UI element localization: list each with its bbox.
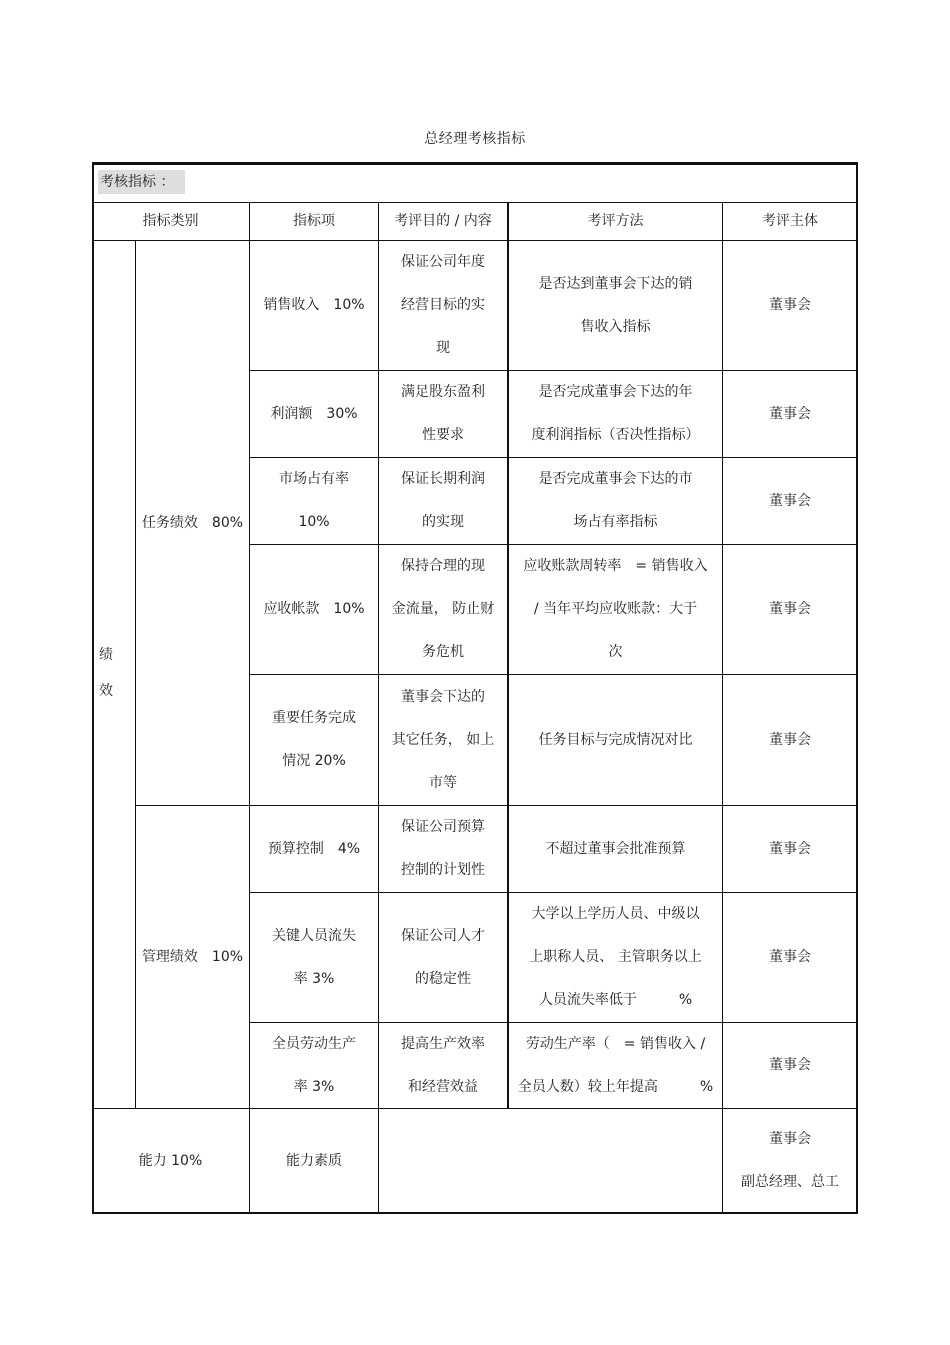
text-line: 的实现 [422,514,464,530]
item-cell: 销售收入 10% [263,297,365,313]
text-line: 全员人数）较上年提高 % [517,1078,714,1095]
item-cell: 能力素质 [286,1152,342,1169]
subject-cell: 董事会 副总经理、总工 [741,1131,839,1190]
header-category: 指标类别 [142,213,199,229]
text-line: 的稳定性 [415,970,471,987]
item-cell: 重要任务完成 情况 20% [272,710,356,769]
text-line: 上职称人员、 主管职务以上 [529,949,702,965]
header-purpose: 考评目的 / 内容 [394,213,492,229]
text-line: 售收入指标 [580,318,651,335]
text-line: 任务目标与完成情况对比 [538,731,693,748]
text-line: 保证公司人才 [401,927,485,944]
text-line: 次 [608,644,623,660]
page-title: 总经理考核指标 [424,131,526,147]
subject-cell: 董事会 [769,492,811,509]
method-cell [509,1023,722,1108]
header-subject: 考评主体 [762,213,818,229]
text-line: 是否达到董事会下达的销 [538,275,693,292]
text-line: 市等 [429,774,457,791]
text-line: 劳动生产率（ = 销售收入 / [525,1035,706,1052]
text-line: 务危机 [422,644,464,660]
text-line: 保证公司预算 [401,819,485,835]
purpose-cell [379,675,507,805]
text-line: 保持合理的现 [401,558,485,574]
subject-cell: 董事会 [769,1057,811,1073]
method-cell [509,371,722,457]
header-method: 考评方法 [587,213,644,229]
text-line: 现 [436,340,450,356]
text-line: 性要求 [422,427,464,443]
header-item: 指标项 [293,213,335,229]
text-line: / 当年平均应收账款：大于 [533,601,698,617]
text-line: 经营目标的实 [401,297,485,313]
category-management: 管理绩效 10% [141,948,244,965]
table-label: 考核指标 ： [98,170,185,194]
text-line: 董事会下达的 [401,688,485,705]
method-cell [509,675,722,805]
method-cell [509,241,722,370]
subject-cell: 董事会 [769,297,811,313]
item-cell: 市场占有率 10% [279,471,349,530]
item-cell: 应收帐款 10% [263,601,365,617]
method-cell [509,806,722,892]
text-line: 其它任务， 如上 [391,731,495,748]
purpose-cell [379,1023,507,1108]
text-line: 场占有率指标 [573,514,658,530]
text-line: 控制的计划性 [401,862,485,878]
category-ability: 能力 10% [138,1152,203,1169]
item-cell: 预算控制 4% [267,840,361,857]
text-line: 大学以上学历人员、中级以 [531,906,700,922]
purpose-cell [379,458,507,544]
item-cell: 利润额 30% [270,405,358,422]
purpose-cell [379,241,507,370]
item-cell: 全员劳动生产 率 3% [272,1035,356,1095]
text-line: 是否完成董事会下达的年 [538,384,693,400]
subject-cell: 董事会 [769,405,811,422]
purpose-cell [379,545,507,674]
purpose-cell [379,806,507,892]
group-label-char: 效 [99,683,113,699]
text-line: 提高生产效率 [401,1035,485,1052]
text-line: 不超过董事会批准预算 [545,840,686,857]
text-line: 人员流失率低于 % [538,992,693,1008]
method-cell [509,458,722,544]
text-line: 满足股东盈利 [401,384,485,400]
subject-cell: 董事会 [769,949,811,965]
text-line: 保证公司年度 [401,254,485,270]
method-cell [509,893,722,1022]
text-line: 保证长期利润 [401,471,485,487]
text-line: 金流量， 防止财 [391,601,495,617]
text-line: 应收账款周转率 = 销售收入 [523,558,708,574]
subject-cell: 董事会 [769,840,811,857]
text-line: 度利润指标（否决性指标） [531,427,700,443]
purpose-cell [379,893,507,1022]
item-cell: 关键人员流失 率 3% [272,927,356,987]
text-line: 和经营效益 [408,1078,478,1095]
category-task: 任务绩效 80% [141,514,244,531]
purpose-cell [379,371,507,457]
group-label [92,637,120,709]
text-line: 是否完成董事会下达的市 [538,471,693,487]
method-cell [509,545,722,674]
subject-cell: 董事会 [769,731,811,748]
subject-cell: 董事会 [769,601,811,617]
group-label-char: 绩 [99,647,113,663]
